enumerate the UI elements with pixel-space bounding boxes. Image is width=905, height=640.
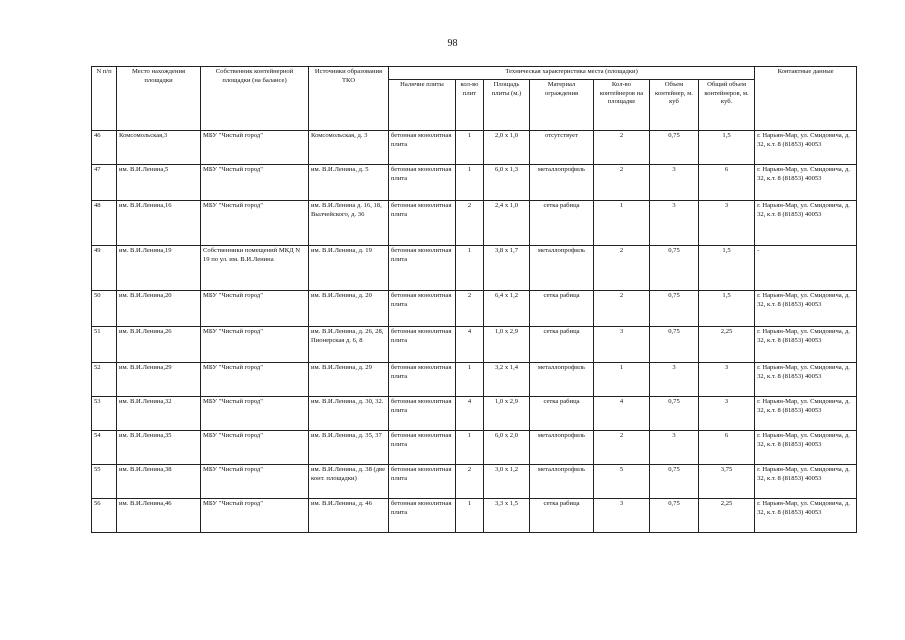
cell-slab: бетонная монолитная плита (389, 291, 456, 327)
cell-total-volume: 3 (699, 201, 755, 246)
cell-contacts: г. Нарьян-Мар, ул. Смидовича, д. 32, к.т. 8 (81853) 40053 (755, 327, 857, 363)
cell-fence: металлопрофиль (530, 465, 594, 499)
cell-location: им. В.И.Ленина,19 (117, 246, 201, 291)
cell-contacts: - (755, 246, 857, 291)
cell-owner: МБУ "Чистый город" (201, 201, 309, 246)
header-container-volume: Объем контейнер, м. куб (650, 80, 699, 131)
cell-fence: металлопрофиль (530, 165, 594, 201)
cell-container-count: 3 (594, 499, 650, 533)
cell-sources: им. В.И.Ленина, д. 29 (309, 363, 389, 397)
cell-owner: МБУ "Чистый город" (201, 397, 309, 431)
cell-owner: МБУ "Чистый город" (201, 165, 309, 201)
cell-owner: МБУ "Чистый город" (201, 465, 309, 499)
header-tech: Техническая характеристика места (площадки) (389, 67, 755, 80)
cell-num: 49 (92, 246, 117, 291)
table-row (92, 499, 857, 533)
cell-slab: бетонная монолитная плита (389, 246, 456, 291)
header-slab: Наличие плиты (389, 80, 456, 131)
cell-slab: бетонная монолитная плита (389, 431, 456, 465)
cell-total-volume: 6 (699, 165, 755, 201)
cell-num: 48 (92, 201, 117, 246)
cell-fence: металлопрофиль (530, 246, 594, 291)
table-row (92, 131, 857, 165)
cell-sources: им. В.И.Ленина, д. 19 (309, 246, 389, 291)
header-container-count: Кол-во контейнеров на площадке (594, 80, 650, 131)
cell-sources: им. В.И.Ленина, д. 35, 37 (309, 431, 389, 465)
cell-total-volume: 2,25 (699, 327, 755, 363)
cell-total-volume: 3,75 (699, 465, 755, 499)
cell-slab-area: 2,4 х 1,0 (484, 201, 530, 246)
cell-sources: им. В.И.Ленина, д. 5 (309, 165, 389, 201)
cell-owner: МБУ "Чистый город" (201, 291, 309, 327)
cell-slab-count: 1 (456, 499, 484, 533)
cell-container-volume: 0,75 (650, 246, 699, 291)
cell-owner: МБУ "Чистый город" (201, 499, 309, 533)
cell-fence: сетка рабица (530, 201, 594, 246)
cell-container-count: 5 (594, 465, 650, 499)
cell-location: им. В.И.Ленина,46 (117, 499, 201, 533)
cell-contacts: г. Нарьян-Мар, ул. Смидовича, д. 32, к.т. 8 (81853) 40053 (755, 291, 857, 327)
cell-sources: Комсомольская, д. 3 (309, 131, 389, 165)
cell-total-volume: 6 (699, 431, 755, 465)
cell-container-volume: 3 (650, 201, 699, 246)
cell-total-volume: 1,5 (699, 246, 755, 291)
cell-slab-area: 1,0 х 2,9 (484, 327, 530, 363)
table-row (92, 246, 857, 291)
cell-container-count: 3 (594, 327, 650, 363)
table-row (92, 363, 857, 397)
header-num: N п/п (92, 67, 117, 131)
cell-total-volume: 1,5 (699, 131, 755, 165)
cell-slab-count: 2 (456, 201, 484, 246)
cell-slab-count: 1 (456, 246, 484, 291)
cell-owner: МБУ "Чистый город" (201, 431, 309, 465)
header-contacts: Контактные данные (755, 67, 857, 131)
cell-num: 54 (92, 431, 117, 465)
cell-container-count: 2 (594, 291, 650, 327)
cell-total-volume: 3 (699, 363, 755, 397)
cell-slab-count: 1 (456, 431, 484, 465)
cell-sources: им. В.И.Ленина, д. 26, 28, Пионерская д. 6, 8 (309, 327, 389, 363)
table-row (92, 201, 857, 246)
cell-num: 56 (92, 499, 117, 533)
cell-num: 52 (92, 363, 117, 397)
cell-slab: бетонная монолитная плита (389, 397, 456, 431)
cell-num: 55 (92, 465, 117, 499)
cell-container-volume: 0,75 (650, 465, 699, 499)
cell-contacts: г. Нарьян-Мар, ул. Смидовича, д. 32, к.т. 8 (81853) 40053 (755, 397, 857, 431)
header-sources: Источники образования ТКО (309, 67, 389, 131)
header-owner: Собственник контейнерной площадки (на балансе) (201, 67, 309, 131)
cell-slab-area: 3,2 х 1,4 (484, 363, 530, 397)
cell-owner: МБУ "Чистый город" (201, 327, 309, 363)
cell-container-count: 2 (594, 165, 650, 201)
cell-slab-count: 1 (456, 131, 484, 165)
cell-slab-area: 6,4 х 1,2 (484, 291, 530, 327)
cell-fence: металлопрофиль (530, 363, 594, 397)
container-sites-table (91, 66, 857, 533)
cell-num: 53 (92, 397, 117, 431)
cell-contacts: г. Нарьян-Мар, ул. Смидовича, д. 32, к.т. 8 (81853) 40053 (755, 363, 857, 397)
cell-location: им. В.И.Ленина,35 (117, 431, 201, 465)
cell-location: им. В.И.Ленина,16 (117, 201, 201, 246)
table-row (92, 291, 857, 327)
cell-num: 51 (92, 327, 117, 363)
cell-slab-area: 6,0 х 2,0 (484, 431, 530, 465)
cell-fence: сетка рабица (530, 327, 594, 363)
cell-location: им. В.И.Ленина,32 (117, 397, 201, 431)
cell-container-count: 4 (594, 397, 650, 431)
cell-sources: им. В.И.Ленина, д. 46 (309, 499, 389, 533)
cell-slab: бетонная монолитная плита (389, 201, 456, 246)
cell-num: 46 (92, 131, 117, 165)
cell-container-volume: 0,75 (650, 291, 699, 327)
cell-container-volume: 0,75 (650, 499, 699, 533)
cell-container-volume: 3 (650, 431, 699, 465)
cell-slab-count: 2 (456, 291, 484, 327)
cell-total-volume: 2,25 (699, 499, 755, 533)
cell-slab-count: 2 (456, 465, 484, 499)
cell-sources: им. В.И.Ленина, д. 38 (две конт. площадки) (309, 465, 389, 499)
cell-contacts: г. Нарьян-Мар, ул. Смидовича, д. 32, к.т. 8 (81853) 40053 (755, 431, 857, 465)
cell-location: им. В.И.Ленина,29 (117, 363, 201, 397)
cell-slab-area: 6,0 х 1,3 (484, 165, 530, 201)
cell-slab: бетонная монолитная плита (389, 499, 456, 533)
cell-slab-count: 1 (456, 363, 484, 397)
cell-sources: им. В.И.Ленина, д. 30, 32. (309, 397, 389, 431)
cell-fence: сетка рабица (530, 499, 594, 533)
cell-fence: сетка рабица (530, 291, 594, 327)
cell-contacts: г. Нарьян-Мар, ул. Смидовича, д. 32, к.т. 8 (81853) 40053 (755, 165, 857, 201)
cell-slab: бетонная монолитная плита (389, 327, 456, 363)
header-location: Место нахождения площадки (117, 67, 201, 131)
cell-location: им. В.И.Ленина,26 (117, 327, 201, 363)
cell-slab-count: 4 (456, 327, 484, 363)
cell-contacts: г. Нарьян-Мар, ул. Смидовича, д. 32, к.т. 8 (81853) 40053 (755, 499, 857, 533)
cell-slab-area: 3,3 х 1,5 (484, 499, 530, 533)
cell-owner: МБУ "Чистый город" (201, 363, 309, 397)
cell-sources: им. В.И.Ленина, д. 20 (309, 291, 389, 327)
cell-slab-area: 1,0 х 2,9 (484, 397, 530, 431)
cell-container-volume: 0,75 (650, 131, 699, 165)
cell-container-volume: 0,75 (650, 397, 699, 431)
header-fence: Материал ограждения (530, 80, 594, 131)
cell-location: им. В.И.Ленина,5 (117, 165, 201, 201)
table-row (92, 327, 857, 363)
cell-fence: сетка рабица (530, 397, 594, 431)
cell-slab-area: 3,0 х 1,2 (484, 465, 530, 499)
cell-fence: отсутствует (530, 131, 594, 165)
cell-sources: им. В.И.Ленина д. 16, 18, Вылчейского, д. 36 (309, 201, 389, 246)
header-total-volume: Общий объем контейнеров, м. куб. (699, 80, 755, 131)
table-row (92, 397, 857, 431)
cell-slab: бетонная монолитная плита (389, 465, 456, 499)
cell-contacts: г. Нарьян-Мар, ул. Смидовича, д. 32, к.т. 8 (81853) 40053 (755, 201, 857, 246)
cell-total-volume: 1,5 (699, 291, 755, 327)
cell-slab-count: 1 (456, 165, 484, 201)
cell-slab: бетонная монолитная плита (389, 165, 456, 201)
cell-container-volume: 0,75 (650, 327, 699, 363)
cell-contacts: г. Нарьян-Мар, ул. Смидовича, д. 32, к.т. 8 (81853) 40053 (755, 131, 857, 165)
table-row (92, 165, 857, 201)
cell-num: 50 (92, 291, 117, 327)
header-slab-area: Площадь плиты (м.) (484, 80, 530, 131)
cell-owner: Собственники помещений МКД N 19 по ул. им. В.И.Ленина (201, 246, 309, 291)
cell-container-volume: 3 (650, 165, 699, 201)
cell-container-count: 2 (594, 246, 650, 291)
cell-slab-area: 2,0 х 1,0 (484, 131, 530, 165)
cell-num: 47 (92, 165, 117, 201)
cell-container-count: 1 (594, 363, 650, 397)
table-row (92, 465, 857, 499)
cell-location: им. В.И.Ленина,20 (117, 291, 201, 327)
cell-contacts: г. Нарьян-Мар, ул. Смидовича, д. 32, к.т. 8 (81853) 40053 (755, 465, 857, 499)
cell-fence: металлопрофиль (530, 431, 594, 465)
cell-container-count: 2 (594, 131, 650, 165)
table-row (92, 431, 857, 465)
cell-container-volume: 3 (650, 363, 699, 397)
cell-container-count: 2 (594, 431, 650, 465)
cell-slab-area: 3,8 х 1,7 (484, 246, 530, 291)
cell-slab: бетонная монолитная плита (389, 363, 456, 397)
cell-slab: бетонная монолитная плита (389, 131, 456, 165)
cell-container-count: 1 (594, 201, 650, 246)
cell-total-volume: 3 (699, 397, 755, 431)
cell-slab-count: 4 (456, 397, 484, 431)
cell-owner: МБУ "Чистый город" (201, 131, 309, 165)
page-number: 98 (447, 38, 458, 49)
header-slab-count: кол-во плит (456, 80, 484, 131)
cell-location: им. В.И.Ленина,38 (117, 465, 201, 499)
cell-location: Комсомольская,3 (117, 131, 201, 165)
